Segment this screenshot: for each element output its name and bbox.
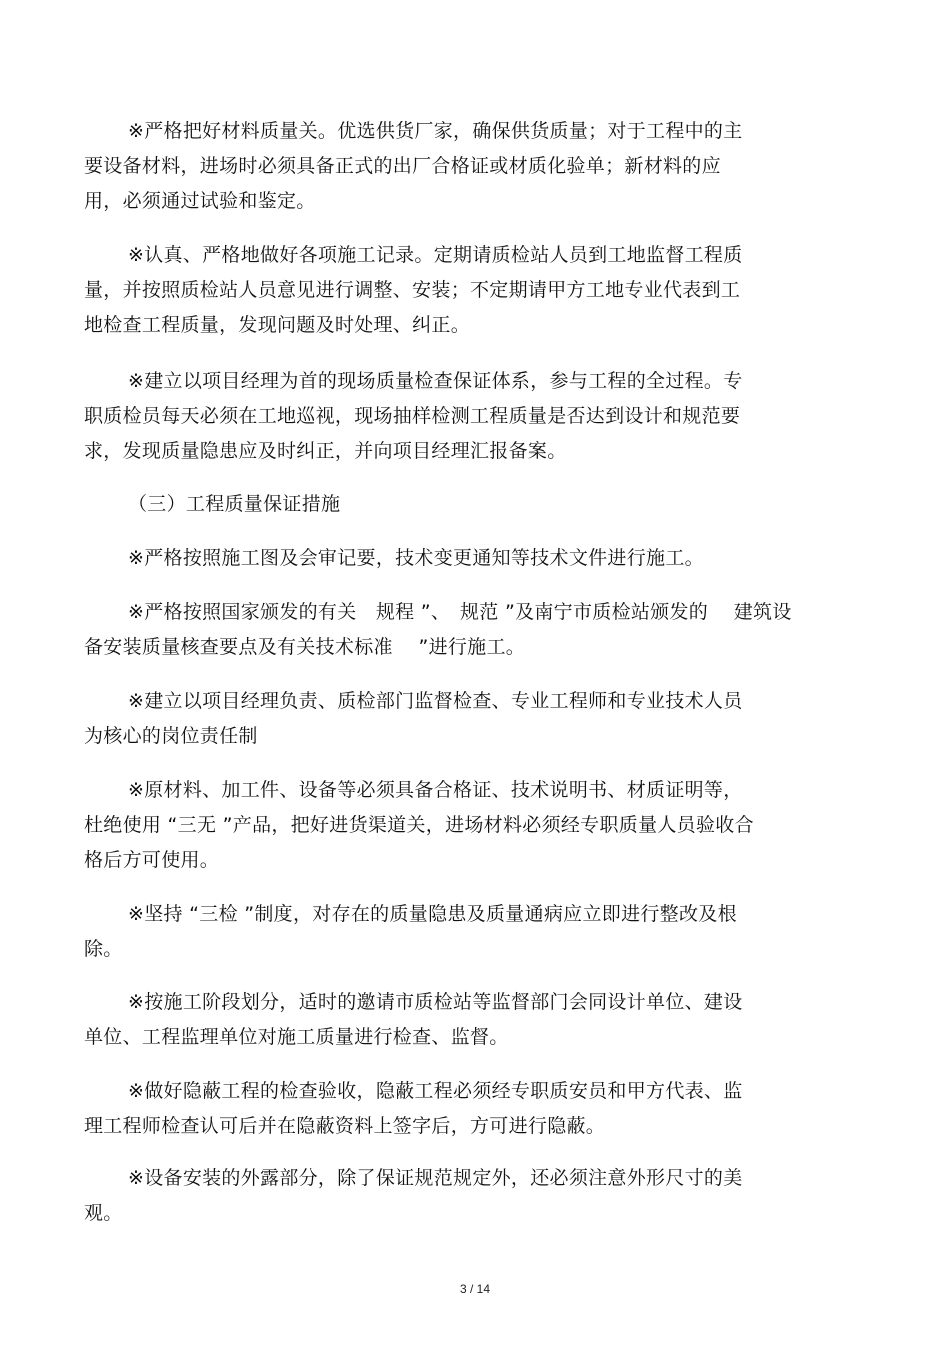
paragraph-line: ※严格把好材料质量关。优选供货厂家，确保供货质量；对于工程中的主 bbox=[128, 120, 743, 142]
paragraph-exposed-parts bbox=[84, 1161, 874, 1231]
paragraph-line: 地检查工程质量，发现问题及时处理、纠正。 bbox=[84, 314, 471, 336]
paragraph-line: 为核心的岗位责任制 bbox=[84, 725, 258, 747]
paragraph-line: 职质检员每天必须在工地巡视，现场抽样检测工程质量是否达到设计和规范要 bbox=[84, 405, 741, 427]
paragraph-line: ※设备安装的外露部分，除了保证规范规定外，还必须注意外形尺寸的美 bbox=[128, 1167, 743, 1189]
paragraph-line: 格后方可使用。 bbox=[84, 849, 220, 871]
paragraph-construction-stages bbox=[84, 985, 874, 1055]
paragraph-material-quality bbox=[84, 114, 874, 219]
paragraph-drawings bbox=[84, 541, 874, 576]
paragraph-responsibility bbox=[84, 684, 874, 754]
paragraph-line: 观。 bbox=[84, 1202, 123, 1224]
paragraph-line: 求，发现质量隐患应及时纠正，并向项目经理汇报备案。 bbox=[84, 440, 567, 462]
paragraph-line: 理工程师检查认可后并在隐蔽资料上签字后，方可进行隐蔽。 bbox=[84, 1115, 606, 1137]
paragraph-inspection-system bbox=[84, 364, 874, 469]
paragraph-line: 备安装质量核查要点及有关技术标准 ”进行施工。 bbox=[84, 636, 526, 658]
paragraph-line: ※原材料、加工件、设备等必须具备合格证、技术说明书、材质证明等， bbox=[128, 779, 743, 801]
paragraph-line: ※严格按照国家颁发的有关 规程 ”、 规范 ”及南宁市质检站颁发的 建筑设 bbox=[128, 601, 792, 623]
section-heading bbox=[84, 487, 874, 522]
paragraph-line: 量，并按照质检站人员意见进行调整、安装；不定期请甲方工地专业代表到工 bbox=[84, 279, 741, 301]
page-number: 3 / 14 bbox=[459, 1282, 491, 1296]
paragraph-national-standards bbox=[84, 595, 874, 665]
paragraph-construction-records bbox=[84, 238, 874, 343]
paragraph-line: 除。 bbox=[84, 938, 123, 960]
section-heading-text: （三）工程质量保证措施 bbox=[128, 493, 341, 515]
paragraph-raw-materials bbox=[84, 773, 874, 878]
paragraph-line: ※按施工阶段划分，适时的邀请市质检站等监督部门会同设计单位、建设 bbox=[128, 991, 743, 1013]
paragraph-line: 单位、工程监理单位对施工质量进行检查、监督。 bbox=[84, 1026, 509, 1048]
paragraph-line: 要设备材料，进场时必须具备正式的出厂合格证或材质化验单；新材料的应 bbox=[84, 155, 721, 177]
paragraph-line: ※认真、严格地做好各项施工记录。定期请质检站人员到工地监督工程质 bbox=[128, 244, 743, 266]
paragraph-line: ※做好隐蔽工程的检查验收，隐蔽工程必须经专职质安员和甲方代表、监 bbox=[128, 1080, 743, 1102]
paragraph-line: 杜绝使用 “三无 ”产品，把好进货渠道关，进场材料必须经专职质量人员验收合 bbox=[84, 814, 754, 836]
paragraph-line: ※建立以项目经理为首的现场质量检查保证体系，参与工程的全过程。专 bbox=[128, 370, 743, 392]
paragraph-line: ※建立以项目经理负责、质检部门监督检查、专业工程师和专业技术人员 bbox=[128, 690, 743, 712]
paragraph-three-checks bbox=[84, 897, 874, 967]
paragraph-line: ※严格按照施工图及会审记要，技术变更通知等技术文件进行施工。 bbox=[128, 547, 704, 569]
paragraph-line: 用，必须通过试验和鉴定。 bbox=[84, 190, 316, 212]
paragraph-line: ※坚持 “三检 ”制度，对存在的质量隐患及质量通病应立即进行整改及根 bbox=[128, 903, 737, 925]
paragraph-concealed-works bbox=[84, 1074, 874, 1144]
